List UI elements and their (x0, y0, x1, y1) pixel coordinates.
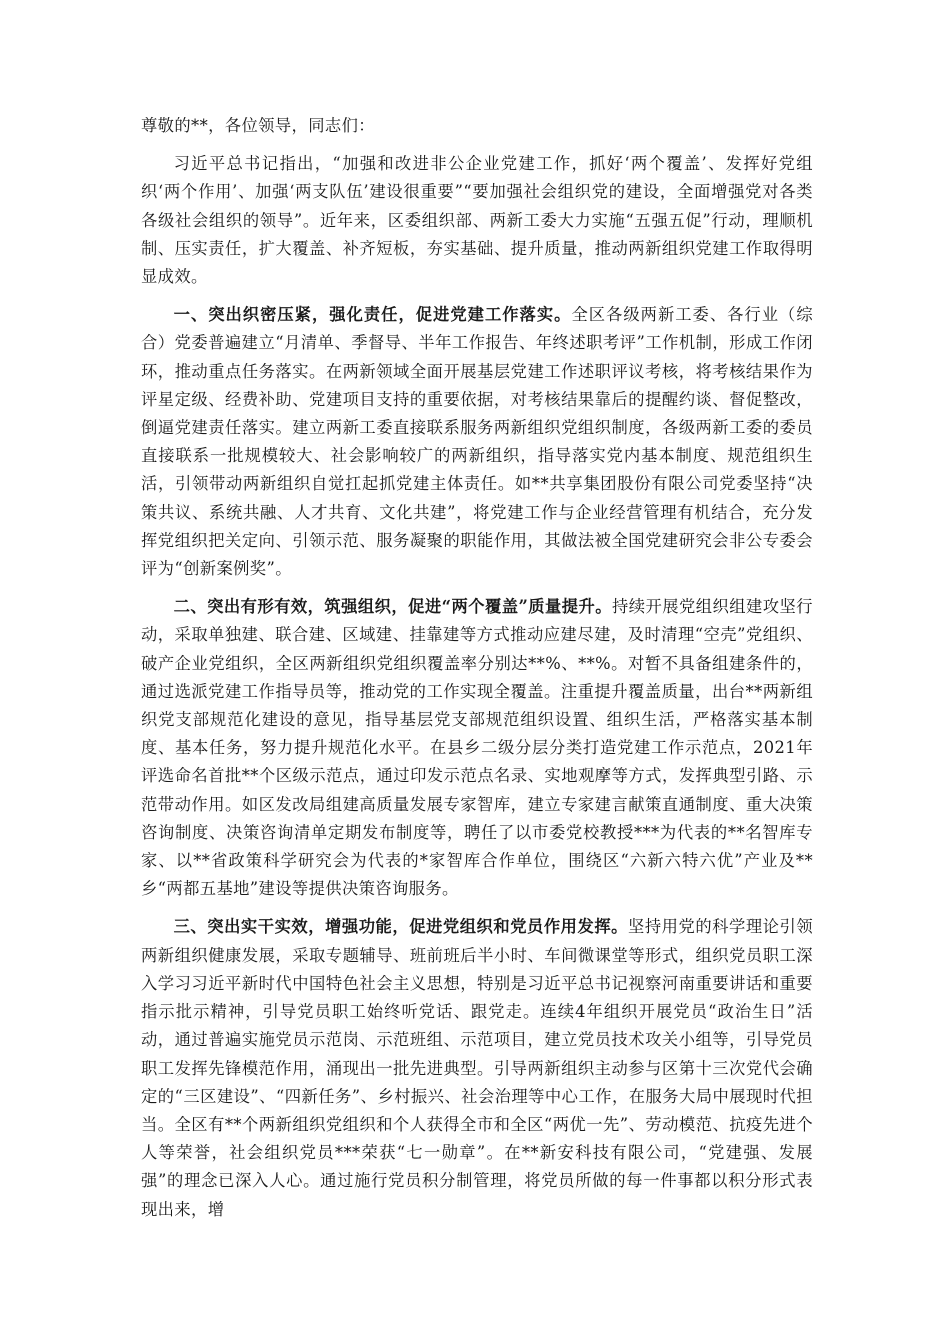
section-3-heading: 三、突出实干实效，增强功能，促进党组织和党员作用发挥。 (173, 917, 629, 937)
section-1-heading: 一、突出织密压紧，强化责任，促进党建工作落实。 (173, 305, 572, 325)
document-page (141, 112, 813, 1224)
greeting-line: 尊敬的**，各位领导，同志们： (141, 116, 375, 135)
section-3-body: 坚持用党的科学理论引领两新组织健康发展，采取专题辅导、班前班后半小时、车间微课堂等形式，组织党员职工深入学习习近平新时代中国特色社会主义思想，特别是习近平总书记视察河南重要讲话和重要指示批示精神，引导党员职工始终听党话、跟党走。连续4年组织开展党员“政治生日”活动，通过普遍实施党员示范岗、示范班组、示范项目，建立党员技术攻关小组等，引导党员职工发挥先锋模范作用，涌现出一批先进典型。引导两新组织主动参与区第十三次党代会确定的“三区建设”、“四新任务”、乡村振兴、社会治理等中心工作，在服务大局中展现时代担当。全区有**个两新组织党组织和个人获得全市和全区“两优一先”、劳动模范、抗疫先进个人等荣誉，社会组织党员***荣获“七一勋章”。在**新安科技有限公司，“党建强、发展强”的理念已深入人心。通过施行党员积分制管理，将党员所做的每一件事都以积分形式表现出来，增 (141, 917, 813, 1219)
intro-paragraph (141, 150, 813, 291)
section-2-body: 持续开展党组织组建攻坚行动，采取单独建、联合建、区域建、挂靠建等方式推动应建尽建，及时清理“空壳”党组织、破产企业党组织，全区两新组织党组织覆盖率分别达**%、**%。对暂不具备组建条件的，通过选派党建工作指导员等，推动党的工作实现全覆盖。注重提升覆盖质量，出台**两新组织党支部规范化建设的意见，指导基层党支部规范组织设置、组织生活，严格落实基本制度、基本任务，努力提升规范化水平。在县乡二级分层分类打造党建工作示范点，2021年评选命名首批**个区级示范点，通过印发示范点名录、实地观摩等方式，发挥典型引路、示范带动作用。如区发改局组建高质量发展专家智库，建立专家建言献策直通制度、重大决策咨询制度、决策咨询清单定期发布制度等，聘任了以市委党校教授***为代表的**名智库专家、以**省政策科学研究会为代表的*家智库合作单位，围绕区“六新六特六优”产业及**乡“两都五基地”建设等提供决策咨询服务。 (141, 597, 813, 899)
section-1-paragraph (141, 301, 813, 583)
section-1-body: 全区各级两新工委、各行业（综合）党委普遍建立“月清单、季督导、半年工作报告、年终述职考评”工作机制，形成工作闭环，推动重点任务落实。在两新领域全面开展基层党建工作述职评议考核，将考核结果作为评星定级、经费补助、党建项目支持的重要依据，对考核结果靠后的提醒约谈、督促整改，倒逼党建责任落实。建立两新工委直接联系服务两新组织党组织制度，各级两新工委的委员直接联系一批规模较大、社会影响较广的两新组织，指导落实党内基本制度、规范组织生活，引领带动两新组织自觉扛起抓党建主体责任。如**共享集团股份有限公司党委坚持“决策共议、系统共融、人才共育、文化共建”，将党建工作与企业经营管理有机结合，充分发挥党组织把关定向、引领示范、服务凝聚的职能作用，其做法被全国党建研究会非公专委会评为“创新案例奖”。 (141, 305, 814, 579)
section-2-heading: 二、突出有形有效，筑强组织，促进“两个覆盖”质量提升。 (173, 597, 613, 617)
section-2-paragraph (141, 593, 813, 903)
section-3-paragraph (141, 913, 813, 1223)
paragraph-body: 习近平总书记指出，“加强和改进非公企业党建工作，抓好‘两个覆盖’、发挥好党组织‘两个作用’、加强‘两支队伍’建设很重要”“要加强社会组织党的建设，全面增强党对各类各级社会组织的领导”。近年来，区委组织部、两新工委大力实施“五强五促”行动，理顺机制、压实责任，扩大覆盖、补齐短板，夯实基础、提升质量，推动两新组织党建工作取得明显成效。 (141, 154, 813, 287)
